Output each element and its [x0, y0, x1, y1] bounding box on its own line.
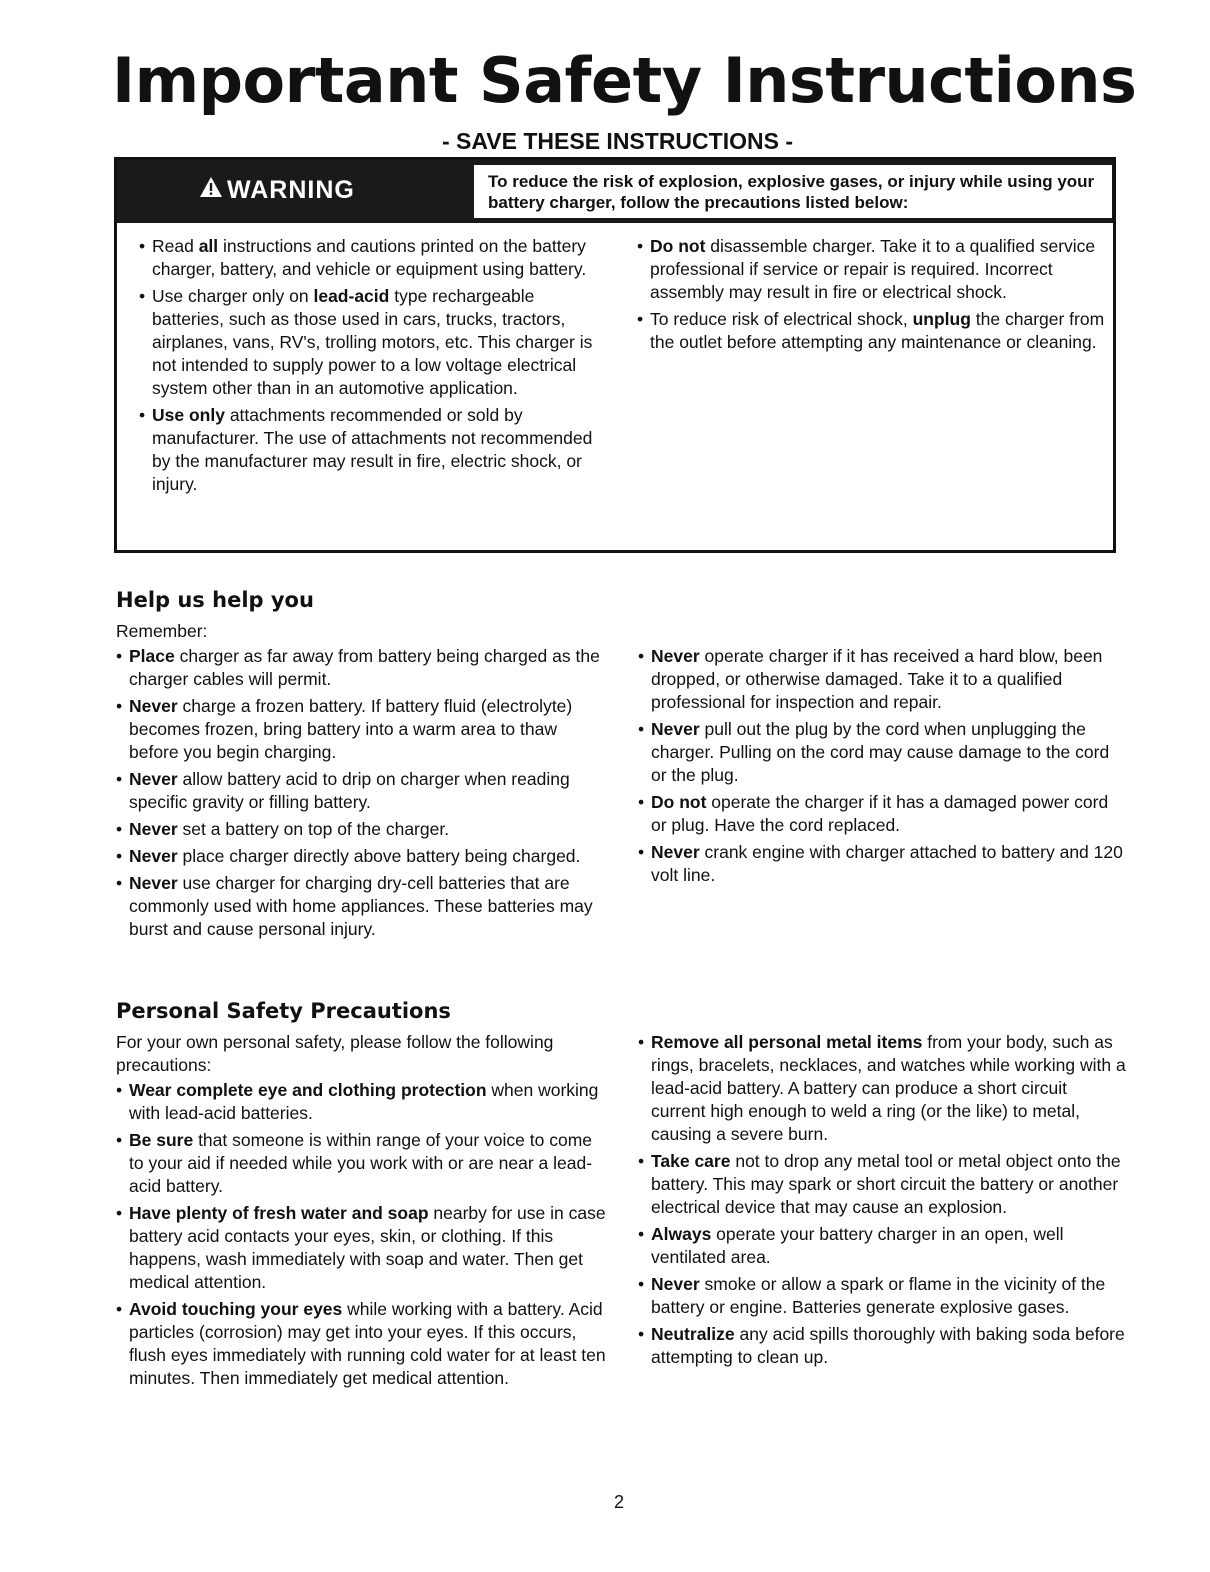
emphasis-text: Avoid touching your eyes	[129, 1299, 343, 1319]
item-text: that someone is within range of your voice to come to your aid if needed while you work with or are near a lead-acid battery.	[129, 1130, 593, 1196]
item-text: operate your battery charger in an open, well ventilated area.	[651, 1224, 1064, 1267]
list-item	[139, 404, 609, 496]
emphasis-text: Wear complete eye and clothing protection	[129, 1080, 487, 1100]
item-text: charger as far away from battery being charged as the charger cables will permit.	[129, 646, 600, 689]
list-item	[638, 1273, 1126, 1319]
list-item	[638, 791, 1126, 837]
personal-safety-heading: Personal Safety Precautions	[116, 999, 451, 1023]
item-text: nearby for use in case battery acid contacts your eyes, skin, or clothing. If this happens, wash immediately with soap and water. Then get medical attention.	[129, 1203, 606, 1292]
page-number: 2	[614, 1492, 625, 1512]
item-text: the charger from the outlet before attempting any maintenance or cleaning.	[650, 309, 1105, 352]
emphasis-text: Neutralize	[651, 1324, 735, 1344]
help-right-column	[638, 645, 1126, 891]
page-subtitle: - SAVE THESE INSTRUCTIONS -	[442, 128, 793, 154]
item-text: pull out the plug by the cord when unplugging the charger. Pulling on the cord may cause damage to the cord or the plug.	[651, 719, 1110, 785]
warning-box	[114, 157, 1116, 553]
list-item	[638, 718, 1126, 787]
list-item	[116, 845, 608, 868]
list-item	[638, 841, 1126, 887]
emphasis-text: Never	[651, 842, 700, 862]
warning-message: To reduce the risk of explosion, explosive gases, or injury while using your battery charger, follow the precautions listed below:	[474, 165, 1112, 218]
emphasis-text: unplug	[912, 309, 971, 329]
list-item	[116, 872, 608, 941]
item-text: instructions and cautions printed on the battery charger, battery, and vehicle or equipment using battery.	[152, 236, 587, 279]
list-item	[116, 695, 608, 764]
item-text: allow battery acid to drip on charger when reading specific gravity or filling battery.	[129, 769, 570, 812]
list-item	[638, 1323, 1126, 1369]
warning-label	[199, 176, 355, 205]
list-item	[139, 235, 609, 281]
help-left-column	[116, 620, 608, 945]
emphasis-text: Remove all personal metal items	[651, 1032, 923, 1052]
item-text: not to drop any metal tool or metal object onto the battery. This may spark or short circuit the battery or another electrical device that may cause an explosion.	[651, 1151, 1121, 1217]
emphasis-text: Take care	[651, 1151, 731, 1171]
item-text: type rechargeable batteries, such as those used in cars, trucks, tractors, airplanes, vans, RV's, trolling motors, etc. This charger is not intended to supply power to a low voltage electrical system other than in an automotive application.	[152, 286, 593, 398]
warning-header-bar	[117, 160, 1113, 223]
list-item	[638, 1223, 1126, 1269]
warning-label-text: WARNING	[227, 176, 355, 204]
item-text: while working with a battery. Acid particles (corrosion) may get into your eyes. If this occurs, flush eyes immediately with running cold water for at least ten minutes. Then immediately get medical attention.	[129, 1299, 606, 1388]
item-text: disassemble charger. Take it to a qualified service professional if service or repair is required. Incorrect assembly may result in fire or electrical shock.	[650, 236, 1096, 302]
personal-left-column	[116, 1031, 608, 1394]
item-text: operate charger if it has received a hard blow, been dropped, or otherwise damaged. Take it to a qualified professional for inspection and repair.	[651, 646, 1103, 712]
item-text: charge a frozen battery. If battery fluid (electrolyte) becomes frozen, bring battery into a warm area to thaw before you begin charging.	[129, 696, 573, 762]
item-text: place charger directly above battery being charged.	[177, 846, 581, 866]
item-text: Read	[152, 236, 199, 256]
item-text: Use charger only on	[152, 286, 314, 306]
emphasis-text: Never	[129, 819, 178, 839]
emphasis-text: Never	[129, 846, 178, 866]
list-item	[116, 1129, 608, 1198]
list-item	[637, 308, 1107, 354]
personal-right-column	[638, 1031, 1126, 1373]
item-text: use charger for charging dry-cell batteries that are commonly used with home appliances. These batteries may burst and cause personal injury.	[129, 873, 593, 939]
emphasis-text: Never	[129, 696, 178, 716]
emphasis-text: Be sure	[129, 1130, 194, 1150]
warning-right-column	[637, 235, 1107, 358]
list-item	[638, 1031, 1126, 1146]
emphasis-text: Never	[651, 1274, 700, 1294]
list-item	[637, 235, 1107, 304]
help-heading: Help us help you	[116, 588, 314, 612]
list-item	[116, 768, 608, 814]
list-item	[116, 1079, 608, 1125]
emphasis-text: Use only	[152, 405, 225, 425]
list-item	[638, 1150, 1126, 1219]
personal-intro: For your own personal safety, please follow the following precautions:	[116, 1032, 554, 1075]
item-text: any acid spills thoroughly with baking soda before attempting to clean up.	[651, 1324, 1125, 1367]
emphasis-text: Have plenty of fresh water and soap	[129, 1203, 429, 1223]
emphasis-text: Never	[129, 873, 178, 893]
list-item	[116, 1202, 608, 1294]
item-text: attachments recommended or sold by manufacturer. The use of attachments not recommended by the manufacturer may result in fire, electric shock, or injury.	[152, 405, 593, 494]
list-item	[116, 645, 608, 691]
emphasis-text: Never	[651, 646, 700, 666]
emphasis-text: lead-acid	[313, 286, 390, 306]
item-text: crank engine with charger attached to battery and 120 volt line.	[651, 842, 1123, 885]
list-item	[638, 645, 1126, 714]
item-text: To reduce risk of electrical shock,	[650, 309, 913, 329]
page-title: Important Safety Instructions	[112, 44, 1137, 117]
warning-triangle-icon	[199, 176, 227, 205]
item-text: operate the charger if it has a damaged power cord or plug. Have the cord replaced.	[651, 792, 1109, 835]
emphasis-text: all	[198, 236, 219, 256]
list-item	[116, 1298, 608, 1390]
emphasis-text: Always	[651, 1224, 712, 1244]
emphasis-text: Do not	[651, 792, 707, 812]
emphasis-text: Never	[651, 719, 700, 739]
item-text: from your body, such as rings, bracelets, necklaces, and watches while working with a lead-acid battery. A battery can produce a short circuit current high enough to weld a ring (or the like) to metal, causing a severe burn.	[651, 1032, 1126, 1144]
item-text: smoke or allow a spark or flame in the vicinity of the battery or engine. Batteries generate explosive gases.	[651, 1274, 1106, 1317]
list-item	[139, 285, 609, 400]
emphasis-text: Place	[129, 646, 175, 666]
item-text: set a battery on top of the charger.	[177, 819, 450, 839]
emphasis-text: Do not	[650, 236, 706, 256]
warning-left-column	[139, 235, 609, 500]
list-item	[116, 818, 608, 841]
help-intro: Remember:	[116, 621, 208, 641]
item-text: when working with lead-acid batteries.	[129, 1080, 599, 1123]
emphasis-text: Never	[129, 769, 178, 789]
